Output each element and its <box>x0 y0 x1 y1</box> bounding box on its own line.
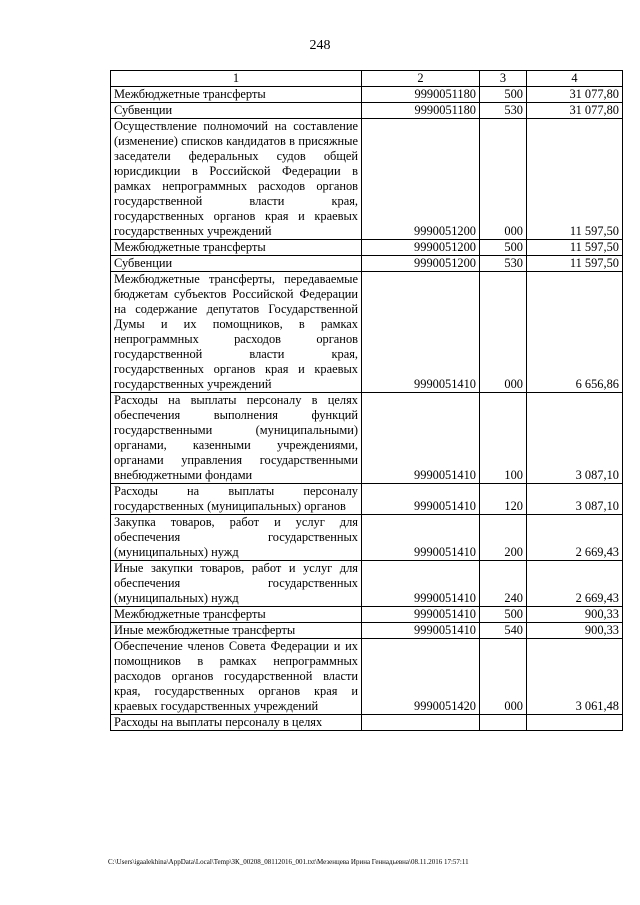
header-col-1: 1 <box>111 71 362 87</box>
row-code: 9990051180 <box>362 103 480 119</box>
header-col-2: 2 <box>362 71 480 87</box>
row-name: Закупка товаров, работ и услуг для обеспечения государственных (муниципальных) нужд <box>111 515 362 561</box>
table-row <box>111 240 623 256</box>
row-type: 500 <box>480 240 527 256</box>
row-name: Осуществление полномочий на составление (изменение) списков кандидатов в присяжные заседатели федеральных судов общей юрисдикции в Российской Федерации в рамках непрограммных расходов органов государственной власти края, государственных органов края и краевых государственных учреждений <box>111 119 362 240</box>
row-code: 9990051410 <box>362 515 480 561</box>
table-row <box>111 256 623 272</box>
row-amount: 2 669,43 <box>527 561 623 607</box>
row-code: 9990051410 <box>362 623 480 639</box>
header-col-3: 3 <box>480 71 527 87</box>
row-code: 9990051410 <box>362 561 480 607</box>
budget-table <box>110 70 623 731</box>
table-row <box>111 484 623 515</box>
row-code: 9990051410 <box>362 393 480 484</box>
row-amount: 11 597,50 <box>527 119 623 240</box>
row-amount: 31 077,80 <box>527 87 623 103</box>
table-row <box>111 87 623 103</box>
row-name: Иные межбюджетные трансферты <box>111 623 362 639</box>
row-amount: 6 656,86 <box>527 272 623 393</box>
row-amount: 2 669,43 <box>527 515 623 561</box>
row-type: 240 <box>480 561 527 607</box>
row-type: 000 <box>480 639 527 715</box>
row-type: 100 <box>480 393 527 484</box>
row-code: 9990051410 <box>362 607 480 623</box>
table-row <box>111 272 623 393</box>
row-name: Межбюджетные трансферты, передаваемые бюджетам субъектов Российской Федерации на содержание депутатов Государственной Думы и их помощников, в рамках непрограммных расходов органов государственной власти края, государственных органов края и краевых государственных учреждений <box>111 272 362 393</box>
row-type: 530 <box>480 103 527 119</box>
table-row <box>111 715 623 731</box>
table-row <box>111 561 623 607</box>
table-row <box>111 607 623 623</box>
row-amount: 31 077,80 <box>527 103 623 119</box>
row-amount: 3 087,10 <box>527 484 623 515</box>
row-name: Межбюджетные трансферты <box>111 87 362 103</box>
row-type: 530 <box>480 256 527 272</box>
row-code: 9990051180 <box>362 87 480 103</box>
row-amount: 3 061,48 <box>527 639 623 715</box>
row-amount: 3 087,10 <box>527 393 623 484</box>
row-type <box>480 715 527 731</box>
row-name: Обеспечение членов Совета Федерации и их помощников в рамках непрограммных расходов органов государственной власти края, государственных органов края и краевых государственных учреждений <box>111 639 362 715</box>
row-amount <box>527 715 623 731</box>
header-col-4: 4 <box>527 71 623 87</box>
row-type: 540 <box>480 623 527 639</box>
row-name: Субвенции <box>111 256 362 272</box>
row-name: Субвенции <box>111 103 362 119</box>
row-amount: 11 597,50 <box>527 256 623 272</box>
row-name: Расходы на выплаты персоналу в целях обеспечения выполнения функций государственными (муниципальными) органами, казенными учреждениями, органами управления государственными внебюджетными фондами <box>111 393 362 484</box>
page-number: 248 <box>309 38 331 53</box>
row-name: Межбюджетные трансферты <box>111 607 362 623</box>
row-code: 9990051420 <box>362 639 480 715</box>
table-row <box>111 119 623 240</box>
row-code: 9990051410 <box>362 272 480 393</box>
row-type: 000 <box>480 119 527 240</box>
table-row <box>111 515 623 561</box>
row-code <box>362 715 480 731</box>
row-type: 500 <box>480 607 527 623</box>
header-row <box>111 71 623 87</box>
row-name: Расходы на выплаты персоналу в целях <box>111 715 362 731</box>
row-code: 9990051200 <box>362 119 480 240</box>
row-code: 9990051200 <box>362 240 480 256</box>
row-type: 200 <box>480 515 527 561</box>
row-type: 500 <box>480 87 527 103</box>
row-amount: 11 597,50 <box>527 240 623 256</box>
row-name: Расходы на выплаты персоналу государственных (муниципальных) органов <box>111 484 362 515</box>
row-code: 9990051410 <box>362 484 480 515</box>
table-row <box>111 393 623 484</box>
row-name: Иные закупки товаров, работ и услуг для обеспечения государственных (муниципальных) нужд <box>111 561 362 607</box>
row-amount: 900,33 <box>527 623 623 639</box>
table-row <box>111 623 623 639</box>
file-path-footer: C:\Users\igaalekhina\AppData\Local\Temp\ЗК_00208_08112016_001.txt\Мезенцева Ирина Геннадьевна\08.11.2016 17:57:11 <box>108 858 469 866</box>
row-type: 000 <box>480 272 527 393</box>
table-row <box>111 103 623 119</box>
row-code: 9990051200 <box>362 256 480 272</box>
row-name: Межбюджетные трансферты <box>111 240 362 256</box>
row-amount: 900,33 <box>527 607 623 623</box>
table-row <box>111 639 623 715</box>
row-type: 120 <box>480 484 527 515</box>
